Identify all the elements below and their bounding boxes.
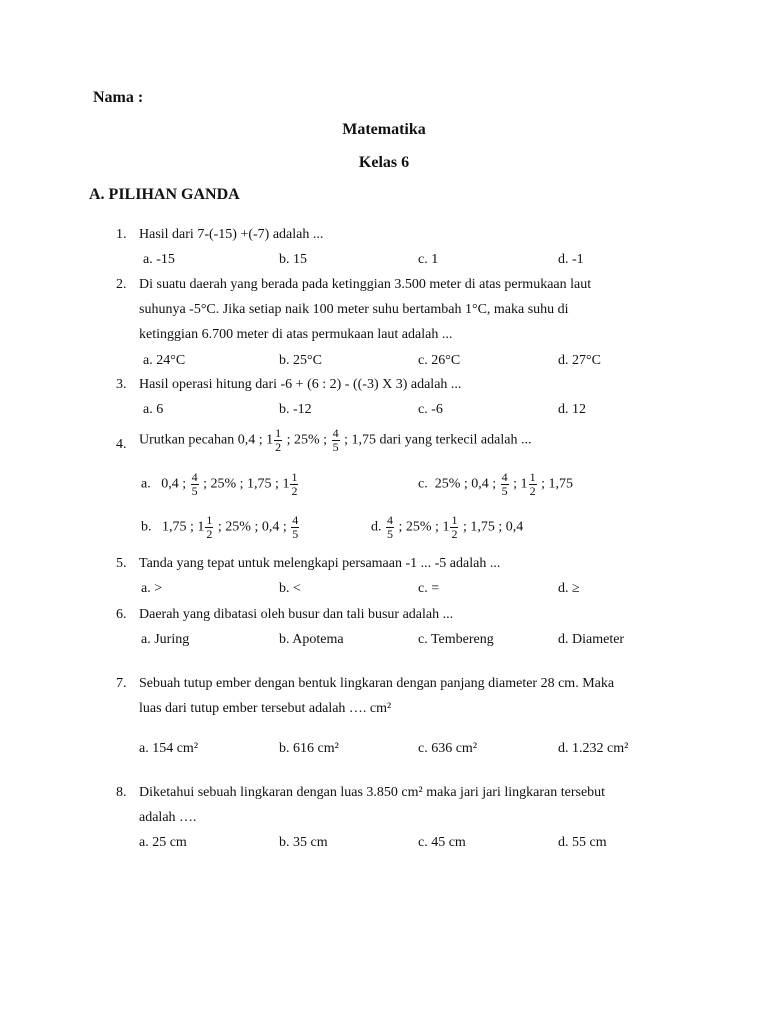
option-b[interactable]: b. 1,75 ; 1 $\frac{1}{2}$ ; 25% ; 0,4 ; $\frac{4}{5}$ — [141, 513, 299, 541]
option-c[interactable]: c. 1 — [418, 252, 439, 267]
question-text-line-2: adalah …. — [139, 810, 197, 825]
question-number: 3. — [116, 377, 127, 392]
option-b[interactable]: b. -12 — [279, 402, 312, 417]
grade-title: Kelas 6 — [358, 154, 410, 171]
option-c[interactable]: c. 45 cm — [418, 835, 466, 850]
question-text-line-1: Diketahui sebuah lingkaran dengan luas 3.850 cm² maka jari jari lingkaran tersebut — [139, 785, 606, 800]
option-a[interactable]: a. 24°C — [143, 353, 186, 368]
name-label: Nama : — [93, 89, 144, 106]
fraction-four-fifths: $\frac{4}{5}$ — [292, 513, 299, 541]
fraction-one-half: $\frac{1}{2}$ — [275, 426, 282, 454]
stem-part-1: Urutkan pecahan 0,4 ; 1 — [139, 432, 274, 448]
question-text: Hasil dari 7-(-15) +(-7) adalah ... — [139, 227, 324, 242]
question-text: Daerah yang dibatasi oleh busur dan tali busur adalah ... — [139, 607, 454, 622]
fraction-one-half: $\frac{1}{2}$ — [291, 470, 298, 498]
option-c[interactable]: c. 636 cm² — [418, 741, 478, 756]
fraction-four-fifths: $\frac{4}{5}$ — [191, 470, 198, 498]
option-d[interactable]: d. 55 cm — [558, 835, 607, 850]
stem-part-2: ; 25% ; — [283, 432, 331, 448]
option-b[interactable]: b. 15 — [279, 252, 307, 267]
option-d[interactable]: d. 12 — [558, 402, 586, 417]
option-a[interactable]: a. -15 — [143, 252, 175, 267]
option-b[interactable]: b. 35 cm — [279, 835, 328, 850]
option-c[interactable]: c. Tembereng — [418, 632, 494, 647]
option-c[interactable]: c. 25% ; 0,4 ; $\frac{4}{5}$ ; 1 $\frac{1}{2}$ ; 1,75 — [418, 470, 573, 498]
question-text-line-1: Sebuah tutup ember dengan bentuk lingkaran dengan panjang diameter 28 cm. Maka — [139, 676, 615, 691]
option-b[interactable]: b. < — [279, 581, 301, 596]
option-d[interactable]: d. -1 — [558, 252, 584, 267]
question-text-line-1: Di suatu daerah yang berada pada ketinggian 3.500 meter di atas permukaan laut — [139, 277, 592, 292]
subject-title: Matematika — [342, 121, 426, 138]
question-text-line-2: luas dari tutup ember tersebut adalah …. cm² — [139, 701, 392, 716]
fraction-four-fifths: $\frac{4}{5}$ — [332, 426, 339, 454]
option-a[interactable]: a. 0,4 ; $\frac{4}{5}$ ; 25% ; 1,75 ; 1 $\frac{1}{2}$ — [141, 470, 298, 498]
option-c[interactable]: c. -6 — [418, 402, 443, 417]
question-number: 7. — [116, 676, 127, 691]
question-text — [139, 427, 531, 453]
option-c[interactable]: c. = — [418, 581, 440, 596]
option-a[interactable]: a. > — [141, 581, 163, 596]
question-text-line-2: suhunya -5°C. Jika setiap naik 100 meter suhu bertambah 1°C, maka suhu di — [139, 302, 569, 317]
section-heading: A. PILIHAN GANDA — [89, 186, 240, 203]
option-b[interactable]: b. 616 cm² — [279, 741, 339, 756]
question-number: 4. — [116, 437, 127, 452]
option-d[interactable]: d. Diameter — [558, 632, 625, 647]
option-a[interactable]: a. 154 cm² — [139, 741, 199, 756]
question-number: 2. — [116, 277, 127, 292]
option-d[interactable]: d. $\frac{4}{5}$ ; 25% ; 1 $\frac{1}{2}$ ; 1,75 ; 0,4 — [371, 513, 524, 541]
fraction-four-fifths: $\frac{4}{5}$ — [501, 470, 508, 498]
fraction-one-half: $\frac{1}{2}$ — [451, 513, 458, 541]
option-d[interactable]: d. 27°C — [558, 353, 601, 368]
option-a[interactable]: a. 25 cm — [139, 835, 187, 850]
question-number: 5. — [116, 556, 127, 571]
fraction-one-half: $\frac{1}{2}$ — [206, 513, 213, 541]
option-c[interactable]: c. 26°C — [418, 353, 461, 368]
option-b[interactable]: b. 25°C — [279, 353, 322, 368]
question-text: Hasil operasi hitung dari -6 + (6 : 2) - ((-3) X 3) adalah ... — [139, 377, 462, 392]
fraction-four-fifths: $\frac{4}{5}$ — [387, 513, 393, 541]
question-number: 1. — [116, 227, 127, 242]
question-number: 6. — [116, 607, 127, 622]
question-text: Tanda yang tepat untuk melengkapi persamaan -1 ... -5 adalah ... — [139, 556, 501, 571]
question-number: 8. — [116, 785, 127, 800]
stem-part-3: ; 1,75 dari yang terkecil adalah ... — [340, 432, 532, 448]
option-d[interactable]: d. ≥ — [558, 581, 580, 596]
option-a[interactable]: a. Juring — [141, 632, 190, 647]
option-d[interactable]: d. 1.232 cm² — [558, 741, 629, 756]
fraction-one-half: $\frac{1}{2}$ — [529, 470, 536, 498]
question-text-line-3: ketinggian 6.700 meter di atas permukaan laut adalah ... — [139, 327, 453, 342]
option-b[interactable]: b. Apotema — [279, 632, 344, 647]
option-a[interactable]: a. 6 — [143, 402, 164, 417]
